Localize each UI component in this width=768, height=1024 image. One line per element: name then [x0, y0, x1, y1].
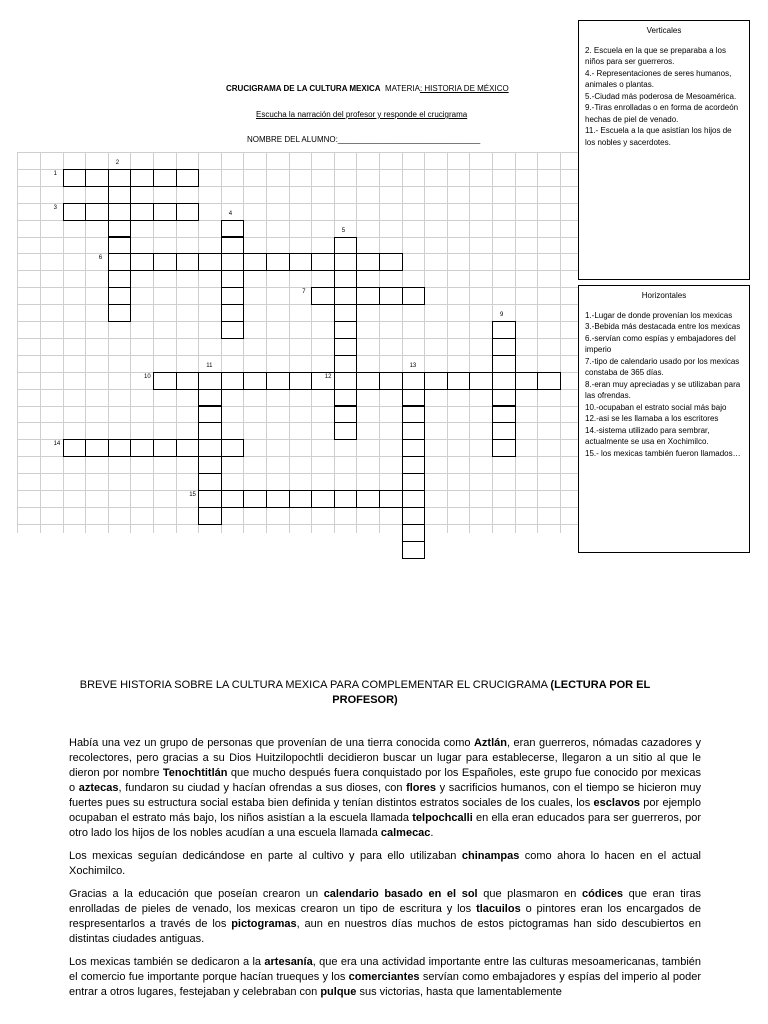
clue-number: 5	[341, 227, 346, 234]
clue-item: 14.-sistema utilizado para sembrar, actualmente se usa en Xochimilco.	[585, 425, 710, 446]
crossword-cell[interactable]	[176, 253, 200, 271]
crossword-cell[interactable]	[402, 372, 426, 390]
crossword-cell[interactable]	[176, 372, 200, 390]
clue-number: 15	[189, 492, 196, 498]
crossword-cell[interactable]	[130, 439, 154, 457]
crossword-cell[interactable]	[537, 372, 561, 390]
key-term: tlacuilos	[476, 903, 521, 915]
crossword-cell[interactable]	[402, 524, 426, 542]
crossword-cell[interactable]	[243, 253, 267, 271]
crossword-cell[interactable]	[402, 456, 426, 474]
crossword-cell[interactable]	[334, 372, 358, 390]
crossword-cell[interactable]	[334, 355, 358, 373]
crossword-cell[interactable]	[334, 237, 358, 255]
crossword-cell[interactable]	[130, 169, 154, 187]
story-text: Gracias a la educación que poseían crearon un	[69, 888, 324, 900]
key-term: pulque	[320, 986, 357, 998]
crossword-cell[interactable]	[221, 321, 245, 339]
crossword-cell[interactable]	[334, 270, 358, 288]
grid-line	[18, 152, 578, 153]
story-text: .	[430, 827, 434, 839]
crossword-cell[interactable]	[221, 237, 245, 255]
story-paragraph	[69, 849, 701, 879]
key-term: códices	[582, 888, 623, 900]
crossword-cell[interactable]	[153, 203, 177, 221]
clue-number: 4	[228, 210, 233, 217]
crossword-cell[interactable]	[63, 439, 87, 457]
story-text: , que era una actividad importante entre las culturas mesoamericanas, también el comercio fue importante porque hacían trueques y los	[69, 956, 701, 983]
crossword-cell[interactable]	[492, 338, 516, 356]
story-text: servían como embajadores y espías del imperio al poder entrar a otros lugares, festejaban y celebraban con	[69, 971, 701, 998]
crossword-cell[interactable]	[108, 220, 132, 238]
grid-line	[289, 152, 290, 533]
crossword-cell[interactable]	[198, 389, 222, 407]
crossword-cell[interactable]	[221, 270, 245, 288]
grid-line	[560, 152, 561, 533]
crossword-cell[interactable]	[402, 439, 426, 457]
grid-line	[40, 152, 41, 533]
grid-line	[17, 152, 18, 533]
crossword-cell[interactable]	[402, 507, 426, 525]
crossword-cell[interactable]	[221, 304, 245, 322]
crossword-cell[interactable]	[198, 422, 222, 440]
crossword-grid	[0, 0, 580, 540]
grid-line	[469, 152, 470, 533]
key-term: chinampas	[461, 850, 520, 862]
crossword-cell[interactable]	[469, 372, 493, 390]
crossword-cell[interactable]	[492, 406, 516, 424]
crossword-cell[interactable]	[289, 490, 313, 508]
story-text: o pintores eran los encargados de respresentarlos a través de los	[69, 903, 702, 930]
story-text: , aun en nuestros días muchos de estos pictogramas han sido descubiertos en distintas ciudades antiguas.	[69, 918, 701, 945]
crossword-cell[interactable]	[492, 422, 516, 440]
crossword-cell[interactable]	[334, 422, 358, 440]
story-text: , fundaron su ciudad y hacían ofrendas a sus dioses, con	[118, 782, 407, 794]
story-text: , eran guerreros, nómadas cazadores y recolectores, pero gracias a su Dios Huitzilopochtli decidieron buscar un lugar para establecerse, llegaron a un sitio al que le dieron por nombre	[69, 737, 701, 779]
clue-item: 1.-Lugar de donde provenían los mexicas	[585, 310, 733, 320]
story-paragraph	[69, 955, 701, 1000]
crossword-cell[interactable]	[63, 203, 87, 221]
materia-label: MATERIA	[384, 84, 420, 93]
crossword-cell[interactable]	[266, 490, 290, 508]
clue-item: 6.-servían como espías y embajadores del imperio	[585, 333, 736, 354]
crossword-cell[interactable]	[221, 490, 245, 508]
crossword-cell[interactable]	[424, 372, 448, 390]
crossword-cell[interactable]	[356, 253, 380, 271]
key-term: calmecac	[380, 827, 431, 839]
crossword-cell[interactable]	[289, 372, 313, 390]
story-text: que mucho después fuera conquistado por los Españoles, este grupo fue conocido por mexicas o	[69, 767, 701, 794]
clue-item: 4.- Representaciones de seres humanos, animales o plantas.	[585, 68, 732, 89]
story-text: que eran tiras enrolladas de pieles de venado, los mexicas crearon un tipo de escritura y los	[69, 888, 701, 915]
crossword-cell[interactable]	[402, 406, 426, 424]
story-text: Había una vez un grupo de personas que provenían de una tierra conocida como	[69, 737, 474, 749]
crossword-cell[interactable]	[108, 203, 132, 221]
clue-number: 10	[144, 373, 151, 380]
crossword-cell[interactable]	[198, 490, 222, 508]
clue-item: 7.-tipo de calendario usado por los mexicas constaba de 365 días.	[585, 356, 740, 377]
grid-line	[18, 473, 578, 474]
story-title-text: BREVE HISTORIA SOBRE LA CULTURA MEXICA PARA COMPLEMENTAR EL CRUCIGRAMA	[79, 679, 551, 691]
crossword-cell[interactable]	[402, 541, 426, 559]
grid-line	[537, 152, 538, 533]
key-term: flores	[406, 782, 437, 794]
crossword-cell[interactable]	[198, 439, 222, 457]
clue-item: 5.-Ciudad más poderosa de Mesoamérica.	[585, 91, 737, 101]
verticales-title: Verticales	[646, 26, 682, 35]
crossword-cell[interactable]	[266, 372, 290, 390]
clue-item: 12.-asi se les llamaba a los escritores	[585, 414, 719, 423]
crossword-cell[interactable]	[515, 372, 539, 390]
crossword-cell[interactable]	[108, 287, 132, 305]
story-text: por ejemplo ocupaban el estrato más bajo, los niños asistían a la escuela llamada	[69, 797, 701, 824]
crossword-cell[interactable]	[130, 203, 154, 221]
crossword-cell[interactable]	[108, 237, 132, 255]
clue-item: 3.-Bebida más destacada entre los mexicas	[585, 322, 741, 331]
crossword-cell[interactable]	[198, 456, 222, 474]
crossword-cell[interactable]	[221, 220, 245, 238]
crossword-cell[interactable]	[334, 389, 358, 407]
clue-number: 14	[53, 441, 61, 448]
story-text: que plasmaron en	[477, 888, 583, 900]
crossword-cell[interactable]	[402, 490, 426, 508]
crossword-cell[interactable]	[153, 169, 177, 187]
clue-number: 12	[324, 373, 332, 380]
key-term: artesanía	[264, 956, 313, 968]
crossword-cell[interactable]	[402, 389, 426, 407]
crossword-cell[interactable]	[108, 169, 132, 187]
crossword-cell[interactable]	[379, 253, 403, 271]
crossword-cell[interactable]	[176, 169, 200, 187]
student-name-line: :________________________________	[335, 135, 481, 144]
horizontales-title: Horizontales	[641, 291, 687, 300]
crossword-cell[interactable]	[334, 253, 358, 271]
verticales-list	[585, 45, 743, 149]
crossword-cell[interactable]	[108, 186, 132, 204]
crossword-cell[interactable]	[492, 321, 516, 339]
crossword-cell[interactable]	[108, 253, 132, 271]
crossword-cell[interactable]	[356, 490, 380, 508]
crossword-cell[interactable]	[176, 439, 200, 457]
story-text: sus victorias, hasta que lamentablemente	[356, 986, 562, 998]
crossword-cell[interactable]	[402, 287, 426, 305]
crossword-cell[interactable]	[221, 287, 245, 305]
crossword-cell[interactable]	[311, 287, 335, 305]
crossword-cell[interactable]	[334, 406, 358, 424]
crossword-cell[interactable]	[492, 389, 516, 407]
clue-number: 6	[98, 255, 103, 262]
crossword-cell[interactable]	[311, 490, 335, 508]
story-title	[69, 678, 661, 708]
key-term: comerciantes	[348, 971, 420, 983]
crossword-cell[interactable]	[402, 473, 426, 491]
story-text: Los mexicas también se dedicaron a la	[69, 956, 265, 968]
story-body	[69, 736, 701, 1000]
crossword-cell[interactable]	[447, 372, 471, 390]
crossword-cell[interactable]	[492, 355, 516, 373]
crossword-cell[interactable]	[334, 490, 358, 508]
crossword-cell[interactable]	[85, 203, 109, 221]
crossword-title: CRUCIGRAMA DE LA CULTURA MEXICA	[226, 84, 381, 93]
crossword-cell[interactable]	[356, 287, 380, 305]
story-text: como ahora lo hacen en el actual Xochimilco.	[69, 850, 702, 877]
grid-line	[18, 237, 578, 238]
crossword-cell[interactable]	[492, 439, 516, 457]
crossword-cell[interactable]	[108, 304, 132, 322]
crossword-cell[interactable]	[221, 439, 245, 457]
key-term: aztecas	[78, 782, 119, 794]
story-paragraph	[69, 736, 701, 841]
crossword-cell[interactable]	[311, 253, 335, 271]
story-text: en ella eran educados para ser guerreros, por otro lado los hijos de los nobles acudían a una escuela llamada	[69, 812, 701, 839]
grid-line	[18, 524, 578, 525]
crossword-cell[interactable]	[198, 372, 222, 390]
key-term: telpochcalli	[412, 812, 473, 824]
crossword-cell[interactable]	[266, 253, 290, 271]
crossword-cell[interactable]	[379, 490, 403, 508]
clue-item: 15.- los mexicas también fueron llamados…	[585, 448, 741, 458]
crossword-cell[interactable]	[334, 287, 358, 305]
crossword-cell[interactable]	[108, 439, 132, 457]
grid-line	[447, 152, 448, 533]
instruction-text: Escucha la narración del profesor y responde el crucigrama	[256, 110, 468, 119]
crossword-cell[interactable]	[402, 422, 426, 440]
crossword-cell[interactable]	[243, 490, 267, 508]
clue-number: 3	[53, 204, 57, 211]
grid-line	[18, 287, 578, 288]
crossword-cell[interactable]	[63, 169, 87, 187]
crossword-cell[interactable]	[108, 270, 132, 288]
story-title-bold: (LECTURA POR EL PROFESOR)	[332, 679, 651, 706]
horizontales-box	[578, 285, 750, 553]
key-term: esclavos	[593, 797, 641, 809]
key-term: Tenochtitlán	[162, 767, 228, 779]
grid-line	[243, 152, 244, 533]
crossword-cell[interactable]	[221, 372, 245, 390]
grid-line	[311, 152, 312, 533]
clue-number: 2	[115, 160, 120, 166]
clue-number: 1	[53, 170, 57, 177]
crossword-cell[interactable]	[379, 372, 403, 390]
crossword-cell[interactable]	[176, 203, 200, 221]
crossword-cell[interactable]	[85, 169, 109, 187]
verticales-box	[578, 20, 750, 280]
story-text: y sacrificios humanos, con el tiempo se hicieron muy fuertes pues su estructura social estaba bien definida y tenían distintos estratos sociales de los cuales, los	[69, 782, 701, 809]
crossword-cell[interactable]	[334, 321, 358, 339]
clue-item: 11.- Escuela a la que asistían los hijos de los nobles y sacerdotes.	[585, 126, 732, 147]
key-term: Aztlán	[473, 737, 507, 749]
crossword-cell[interactable]	[198, 473, 222, 491]
crossword-cell[interactable]	[221, 253, 245, 271]
crossword-cell[interactable]	[243, 372, 267, 390]
crossword-cell[interactable]	[198, 507, 222, 525]
story-paragraph	[69, 887, 701, 947]
clue-number: 9	[500, 312, 504, 319]
clue-item: 2. Escuela en la que se preparaba a los niños para ser guerreros.	[585, 45, 726, 66]
crossword-cell[interactable]	[379, 287, 403, 305]
clue-item: 8.-eran muy apreciadas y se utilizaban para las ofrendas.	[585, 379, 741, 400]
crossword-cell[interactable]	[153, 372, 177, 390]
materia-value: : HISTORIA DE MÉXICO	[419, 84, 509, 93]
crossword-cell[interactable]	[334, 304, 358, 322]
story-text: Los mexicas seguían dedicándose en parte al cultivo y para ello utilizaban	[69, 850, 462, 862]
crossword-cell[interactable]	[334, 338, 358, 356]
grid-line	[266, 152, 267, 533]
horizontales-list	[585, 310, 743, 460]
crossword-cell[interactable]	[153, 439, 177, 457]
clue-item: 9.-Tiras enrolladas o en forma de acordeón hechas de piel de venado.	[585, 103, 739, 124]
clue-number: 13	[409, 362, 417, 369]
clue-number: 7	[302, 289, 306, 296]
crossword-cell[interactable]	[85, 439, 109, 457]
crossword-cell[interactable]	[153, 253, 177, 271]
key-term: pictogramas	[231, 918, 297, 930]
grid-line	[18, 304, 578, 305]
key-term: calendario basado en el sol	[323, 888, 478, 900]
crossword-cell[interactable]	[492, 372, 516, 390]
clue-item: 10.-ocupaban el estrato social más bajo	[585, 402, 727, 412]
clue-number: 11	[206, 362, 213, 369]
crossword-cell[interactable]	[130, 253, 154, 271]
crossword-cell[interactable]	[289, 253, 313, 271]
grid-line	[379, 152, 380, 533]
crossword-cell[interactable]	[198, 253, 222, 271]
crossword-cell[interactable]	[198, 406, 222, 424]
story-section	[69, 678, 701, 1008]
crossword-cell[interactable]	[356, 372, 380, 390]
student-name-label: NOMBRE DEL ALUMNO	[247, 135, 336, 144]
